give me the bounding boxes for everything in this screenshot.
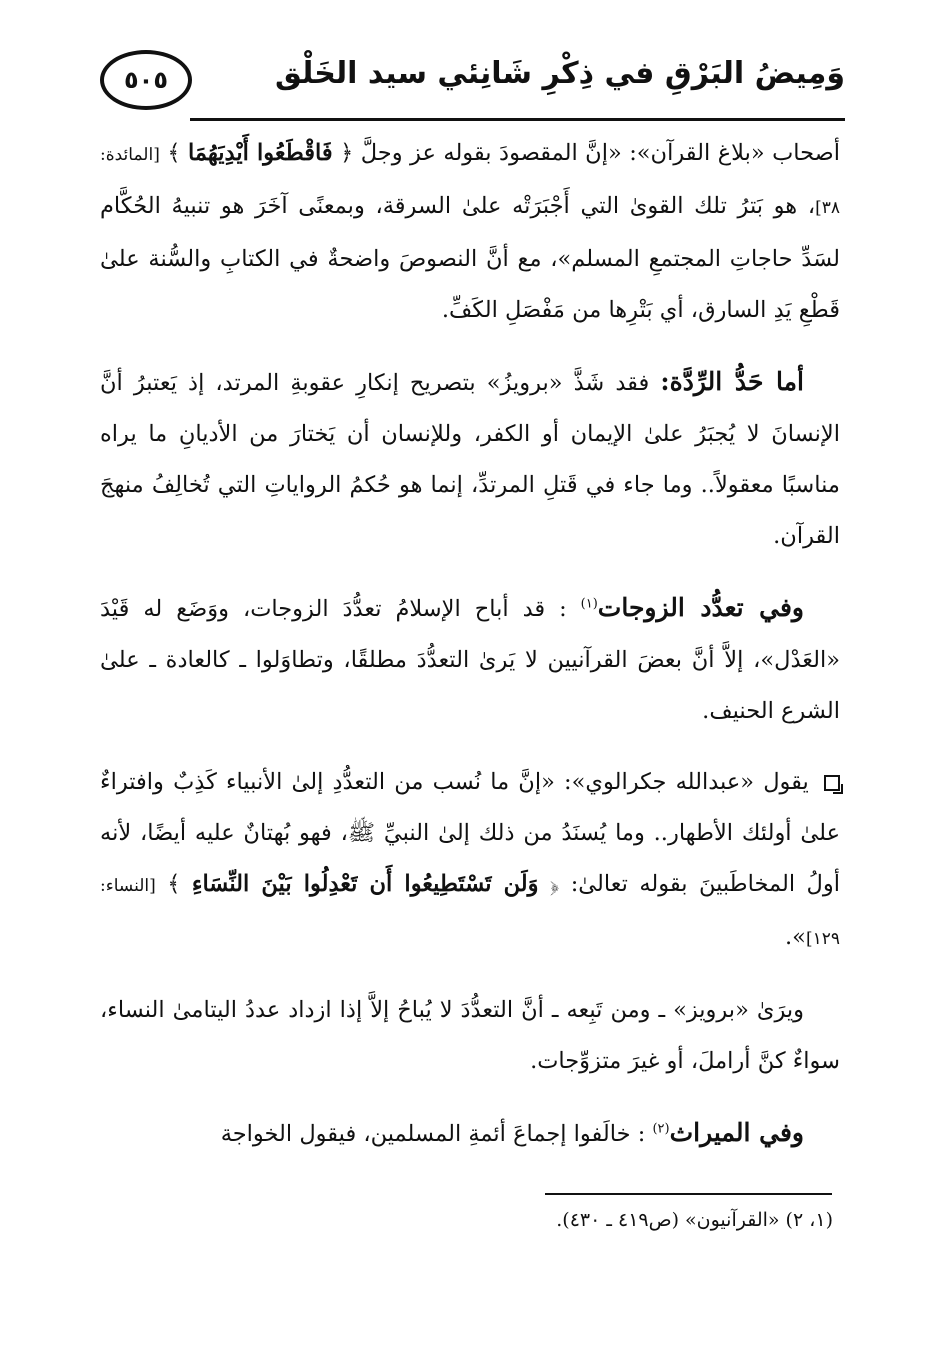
paragraph-text: فقد شَذَّ «برويزُ» بتصريح إنكارِ عقوبةِ المرتد، إذ يَعتبرُ أنَّ الإنسانَ لا يُجبَرُ علىٰ الإيمان أو الكفر، وللإنسان أن يَختارَ من الأديانِ ما يراه مناسبًا معقولاً.. وما جاء في قَتلِ المرتدِّ، إنما هو حُكمُ الرواياتِ التي تُخالِفُ منهجَ القرآن. xyxy=(100,370,840,549)
section-lead: وفي تعدُّد الزوجات xyxy=(597,593,804,622)
paragraph-text: ». xyxy=(785,924,806,950)
paragraph-4 xyxy=(100,757,840,965)
section-lead: وفي الميراث xyxy=(669,1118,804,1147)
paragraph-text: أصحاب «بلاغ القرآن»: «إنَّ المقصودَ بقوله عز وجلَّ ﴿ xyxy=(340,140,841,166)
paragraph-text: ﴾ xyxy=(167,871,181,897)
quran-verse: فَاقْطَعُوا أَيْدِيَهُمَا xyxy=(188,140,333,166)
quote-box-icon xyxy=(824,775,840,791)
paragraph-6 xyxy=(100,1107,840,1160)
paragraph-text: ، هو بَترُ تلك القوىٰ التي أَجْبَرَتْه علىٰ السرقة، وبمعنًى آخَرَ هو تنبيهُ الحُكَّام لسَدِّ حاجاتِ المجتمعِ المسلم»، مع أنَّ النصوصَ واضحةٌ في الكتابِ والسُّنة علىٰ قَطْعِ يَدِ السارق، أي بَتْرِها من مَفْصَلِ الكَفِّ. xyxy=(100,193,840,323)
verse-reference: [المائدة: ٣٨] xyxy=(100,145,840,218)
paragraph-1 xyxy=(100,128,840,336)
header-rule xyxy=(190,118,845,121)
running-title: وَمِيضُ البَرْقِ في ذِكْرِ شَانِئي سيد الخَلْق xyxy=(275,56,845,91)
footnote: (١، ٢) «القرآنيون» (ص٤١٩ ـ ٤٣٠). xyxy=(556,1209,833,1231)
page-number-badge: ٥٠٥ xyxy=(100,50,192,110)
paragraph-text: ﴾ xyxy=(167,140,181,166)
paragraph-3 xyxy=(100,582,840,737)
paragraph-text: يقول «عبدالله جكرالوي»: «إنَّ ما نُسب من التعدُّدِ إلىٰ الأنبياء كَذِبٌ وافتراءٌ علىٰ أولئك الأطهار.. وما يُسنَدُ من ذلك إلىٰ النبيِّ ﷺ، فهو بُهتانٌ عليه أيضًا، لأنه أولُ المخاطَبينَ بقوله تعالىٰ: ﴿ xyxy=(100,769,841,897)
footnote-marker: (٢) xyxy=(652,1121,670,1137)
page-header xyxy=(100,42,845,122)
paragraph-5 xyxy=(100,985,840,1087)
paragraph-text: ويرَىٰ «برويز» ـ ومن تَبِعه ـ أنَّ التعدُّدَ لا يُباحُ إلاَّ إذا ازداد عددُ اليتامىٰ النساء، سواءٌ كنَّ أراملَ، أو غيرَ متزوِّجات. xyxy=(100,997,840,1074)
section-lead: أما حَدُّ الرِّدَّة: xyxy=(660,367,805,396)
page-body xyxy=(100,128,840,1180)
paragraph-2 xyxy=(100,356,840,562)
paragraph-text: : قد أباح الإسلامُ تعدُّدَ الزوجات، ووَضَع له قَيْدَ «العَدْل»، إلاَّ أنَّ بعضَ القرآنيين لا يَرىٰ التعدُّدَ مطلقًا، وتطاوَلوا ـ كالعادة ـ علىٰ الشرع الحنيف. xyxy=(100,596,840,724)
paragraph-text: : خالَفوا إجماعَ أئمةِ المسلمين، فيقول الخواجة xyxy=(220,1121,646,1147)
verse-reference: [النساء: ١٢٩] xyxy=(100,876,840,949)
footnote-rule xyxy=(545,1193,832,1195)
footnote-marker: (١) xyxy=(580,596,598,612)
quran-verse: وَلَن تَسْتَطِيعُوا أَن تَعْدِلُوا بَيْنَ النِّسَاءِ xyxy=(191,871,539,897)
